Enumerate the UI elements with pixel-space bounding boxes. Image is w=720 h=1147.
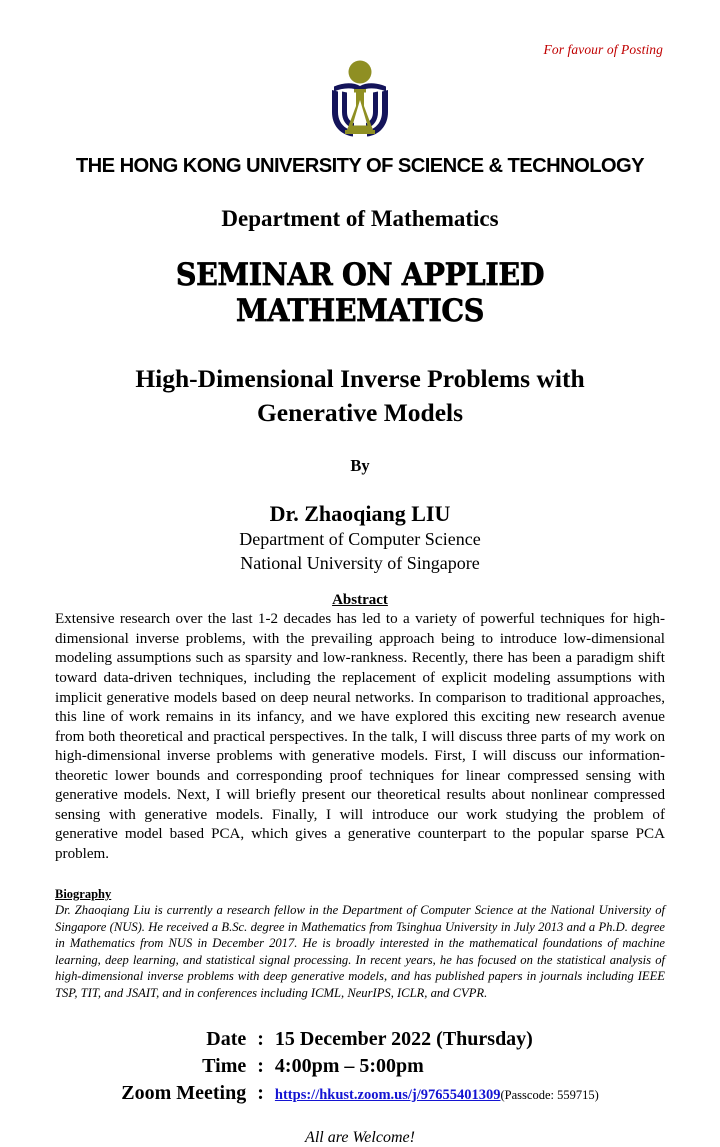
seminar-series-title: SEMINAR ON APPLIED MATHEMATICS	[175, 257, 545, 329]
detail-row-time	[121, 1053, 599, 1080]
abstract-heading: Abstract	[332, 592, 388, 609]
zoom-value	[275, 1080, 599, 1107]
biography-body: Dr. Zhaoqiang Liu is currently a research fellow in the Department of Computer Science at the National University of Singapore (NUS). He received a B.Sc. degree in Mathematics from Tsinghua University in July 2013 and a Ph.D. degree in Mathematics from NUS in December 2017. He is broadly interested in the mathematical foundations of machine learning, deep learning, and statistical signal processing. In recent years, he has focused on the statistical analysis of high-dimensional inverse problems with deep generative models, and has published papers in journals including IEEE TSP, TIT, and JSAIT, and in conferences including ICML, NeurIPS, ICLR, and CVPR.	[55, 903, 665, 1001]
speaker-affiliation-1: Department of Computer Science	[239, 529, 481, 550]
zoom-meeting-link[interactable]: https://hkust.zoom.us/j/97655401309	[274, 1086, 501, 1103]
time-colon: :	[257, 1054, 264, 1077]
time-value: 4:00pm – 5:00pm	[274, 1054, 424, 1077]
speaker-name: Dr. Zhaoqiang LIU	[269, 501, 451, 527]
date-label: Date	[206, 1027, 247, 1050]
logo-container	[55, 0, 665, 138]
zoom-passcode: (Passcode: 559715)	[500, 1087, 599, 1102]
welcome-message: All are Welcome!	[305, 1128, 415, 1146]
talk-title-line-1: High-Dimensional Inverse Problems with	[135, 364, 585, 393]
detail-row-zoom	[121, 1080, 599, 1107]
date-colon: :	[257, 1027, 264, 1050]
zoom-colon: :	[257, 1081, 264, 1104]
university-name: THE HONG KONG UNIVERSITY OF SCIENCE & TECHNOLOGY	[75, 154, 645, 177]
department-name: Department of Mathematics	[221, 206, 499, 231]
date-value: 15 December 2022 (Thursday)	[274, 1027, 533, 1050]
zoom-meeting-label: Zoom Meeting	[121, 1081, 247, 1104]
speaker-affiliation-2: National University of Singapore	[240, 553, 480, 574]
abstract-body: Extensive research over the last 1-2 decades has led to a variety of powerful techniques for high-dimensional inverse problems, with the prevailing approach being to introduce low-dimensional modeling assumptions such as sparsity and low-rankness. Recently, there has been a paradigm shift toward data-driven techniques, including the replacement of explicit modeling assumptions with implicit generative models based on deep neural networks. In comparison to traditional approaches, this line of work remains in its infancy, and we have explored this exciting new research avenue from both theoretical and practical perspectives. In the talk, I will discuss three parts of my work on high-dimensional inverse problems with generative models. First, I will discuss our information-theoretic lower bounds and corresponding proof techniques for linear compressed sensing with generative models. Next, I will briefly present our theoretical results about nonlinear compressed sensing with generative models. Finally, I will introduce our work studying the problem of generative model based PCA, which gives a generative counterpart to the popular sparse PCA problem.	[55, 611, 665, 862]
detail-row-date	[121, 1026, 599, 1053]
hkust-logo	[323, 60, 397, 138]
biography-heading: Biography	[55, 887, 112, 902]
time-label: Time	[202, 1054, 247, 1077]
posting-notice: For favour of Posting	[543, 42, 663, 57]
talk-title-line-2: Generative Models	[256, 397, 464, 427]
by-label: By	[350, 456, 370, 476]
talk-title	[55, 362, 665, 429]
event-details	[121, 1026, 599, 1107]
